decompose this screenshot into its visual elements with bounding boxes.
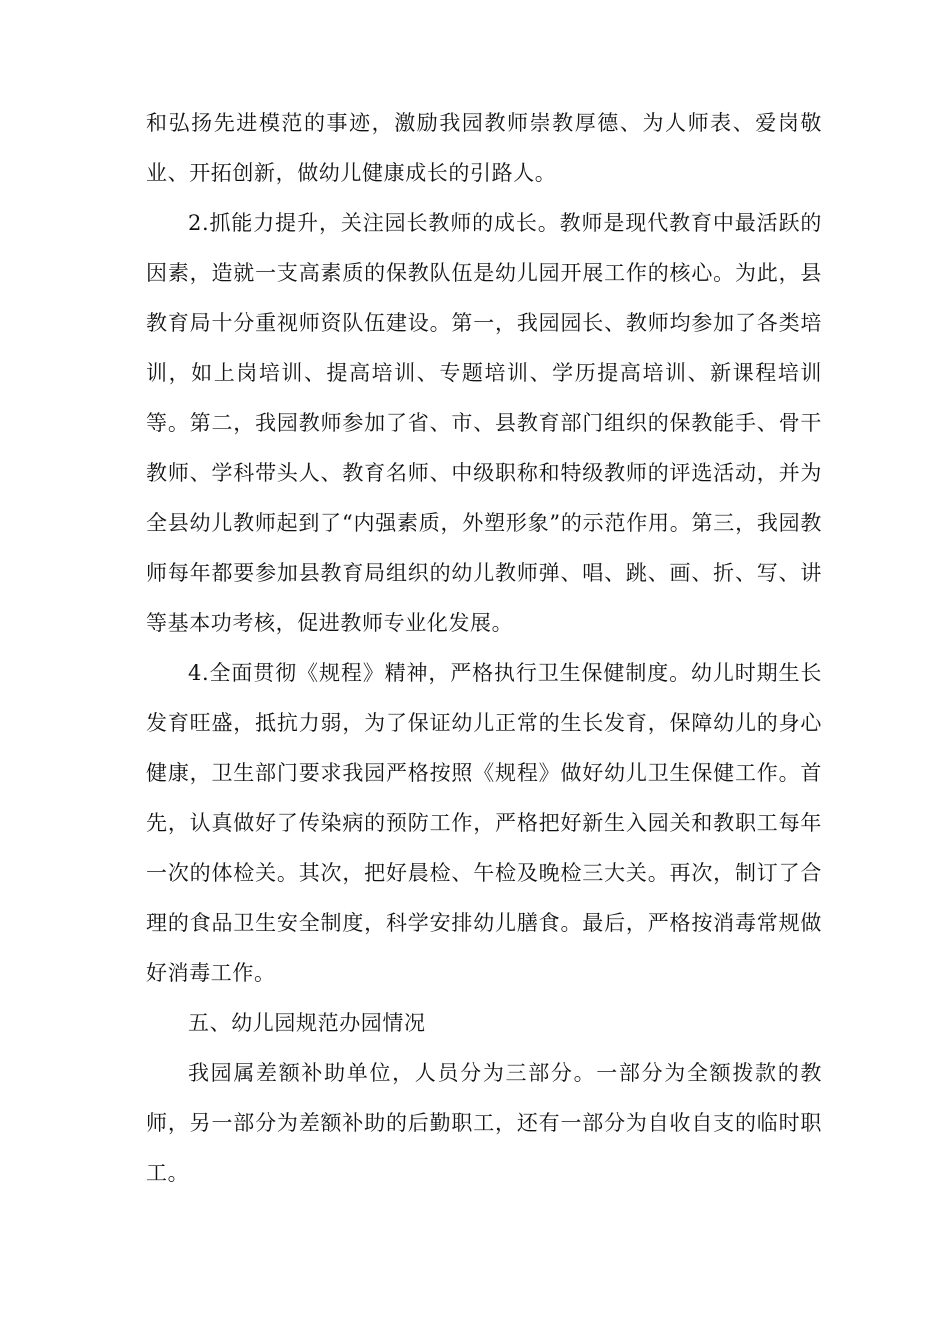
document-body bbox=[146, 98, 822, 1198]
paragraph-ability-improvement: 2.抓能力提升，关注园长教师的成长。教师是现代教育中最活跃的因素，造就一支高素质的保教队伍是幼儿园开展工作的核心。为此，县教育局十分重视师资队伍建设。第一，我园园长、教师均参加了各类培训，如上岗培训、提高培训、专题培训、学历提高培训、新课程培训等。第二，我园教师参加了省、市、县教育部门组织的保教能手、骨干教师、学科带头人、教育名师、中级职称和特级教师的评选活动，并为全县幼儿教师起到了“内强素质，外塑形象”的示范作用。第三，我园教师每年都要参加县教育局组织的幼儿教师弹、唱、跳、画、折、写、讲等基本功考核，促进教师专业化发展。 bbox=[146, 211, 822, 635]
paragraph-continuation: 和弘扬先进模范的事迹，激励我园教师崇教厚德、为人师表、爱岗敬业、开拓创新，做幼儿健康成长的引路人。 bbox=[146, 111, 822, 185]
paragraph-staffing: 我园属差额补助单位，人员分为三部分。一部分为全额拨款的教师，另一部分为差额补助的后勤职工，还有一部分为自收自支的临时职工。 bbox=[146, 1061, 822, 1185]
paragraph-health-care: 4.全面贯彻《规程》精神，严格执行卫生保健制度。幼儿时期生长发育旺盛，抵抗力弱，为了保证幼儿正常的生长发育，保障幼儿的身心健康，卫生部门要求我园严格按照《规程》做好幼儿卫生保健工作。首先，认真做好了传染病的预防工作，严格把好新生入园关和教职工每年一次的体检关。其次，把好晨检、午检及晚检三大关。再次，制订了合理的食品卫生安全制度，科学安排幼儿膳食。最后，严格按消毒常规做好消毒工作。 bbox=[146, 661, 822, 985]
section-heading-standard-operation: 五、幼儿园规范办园情况 bbox=[188, 1011, 426, 1035]
